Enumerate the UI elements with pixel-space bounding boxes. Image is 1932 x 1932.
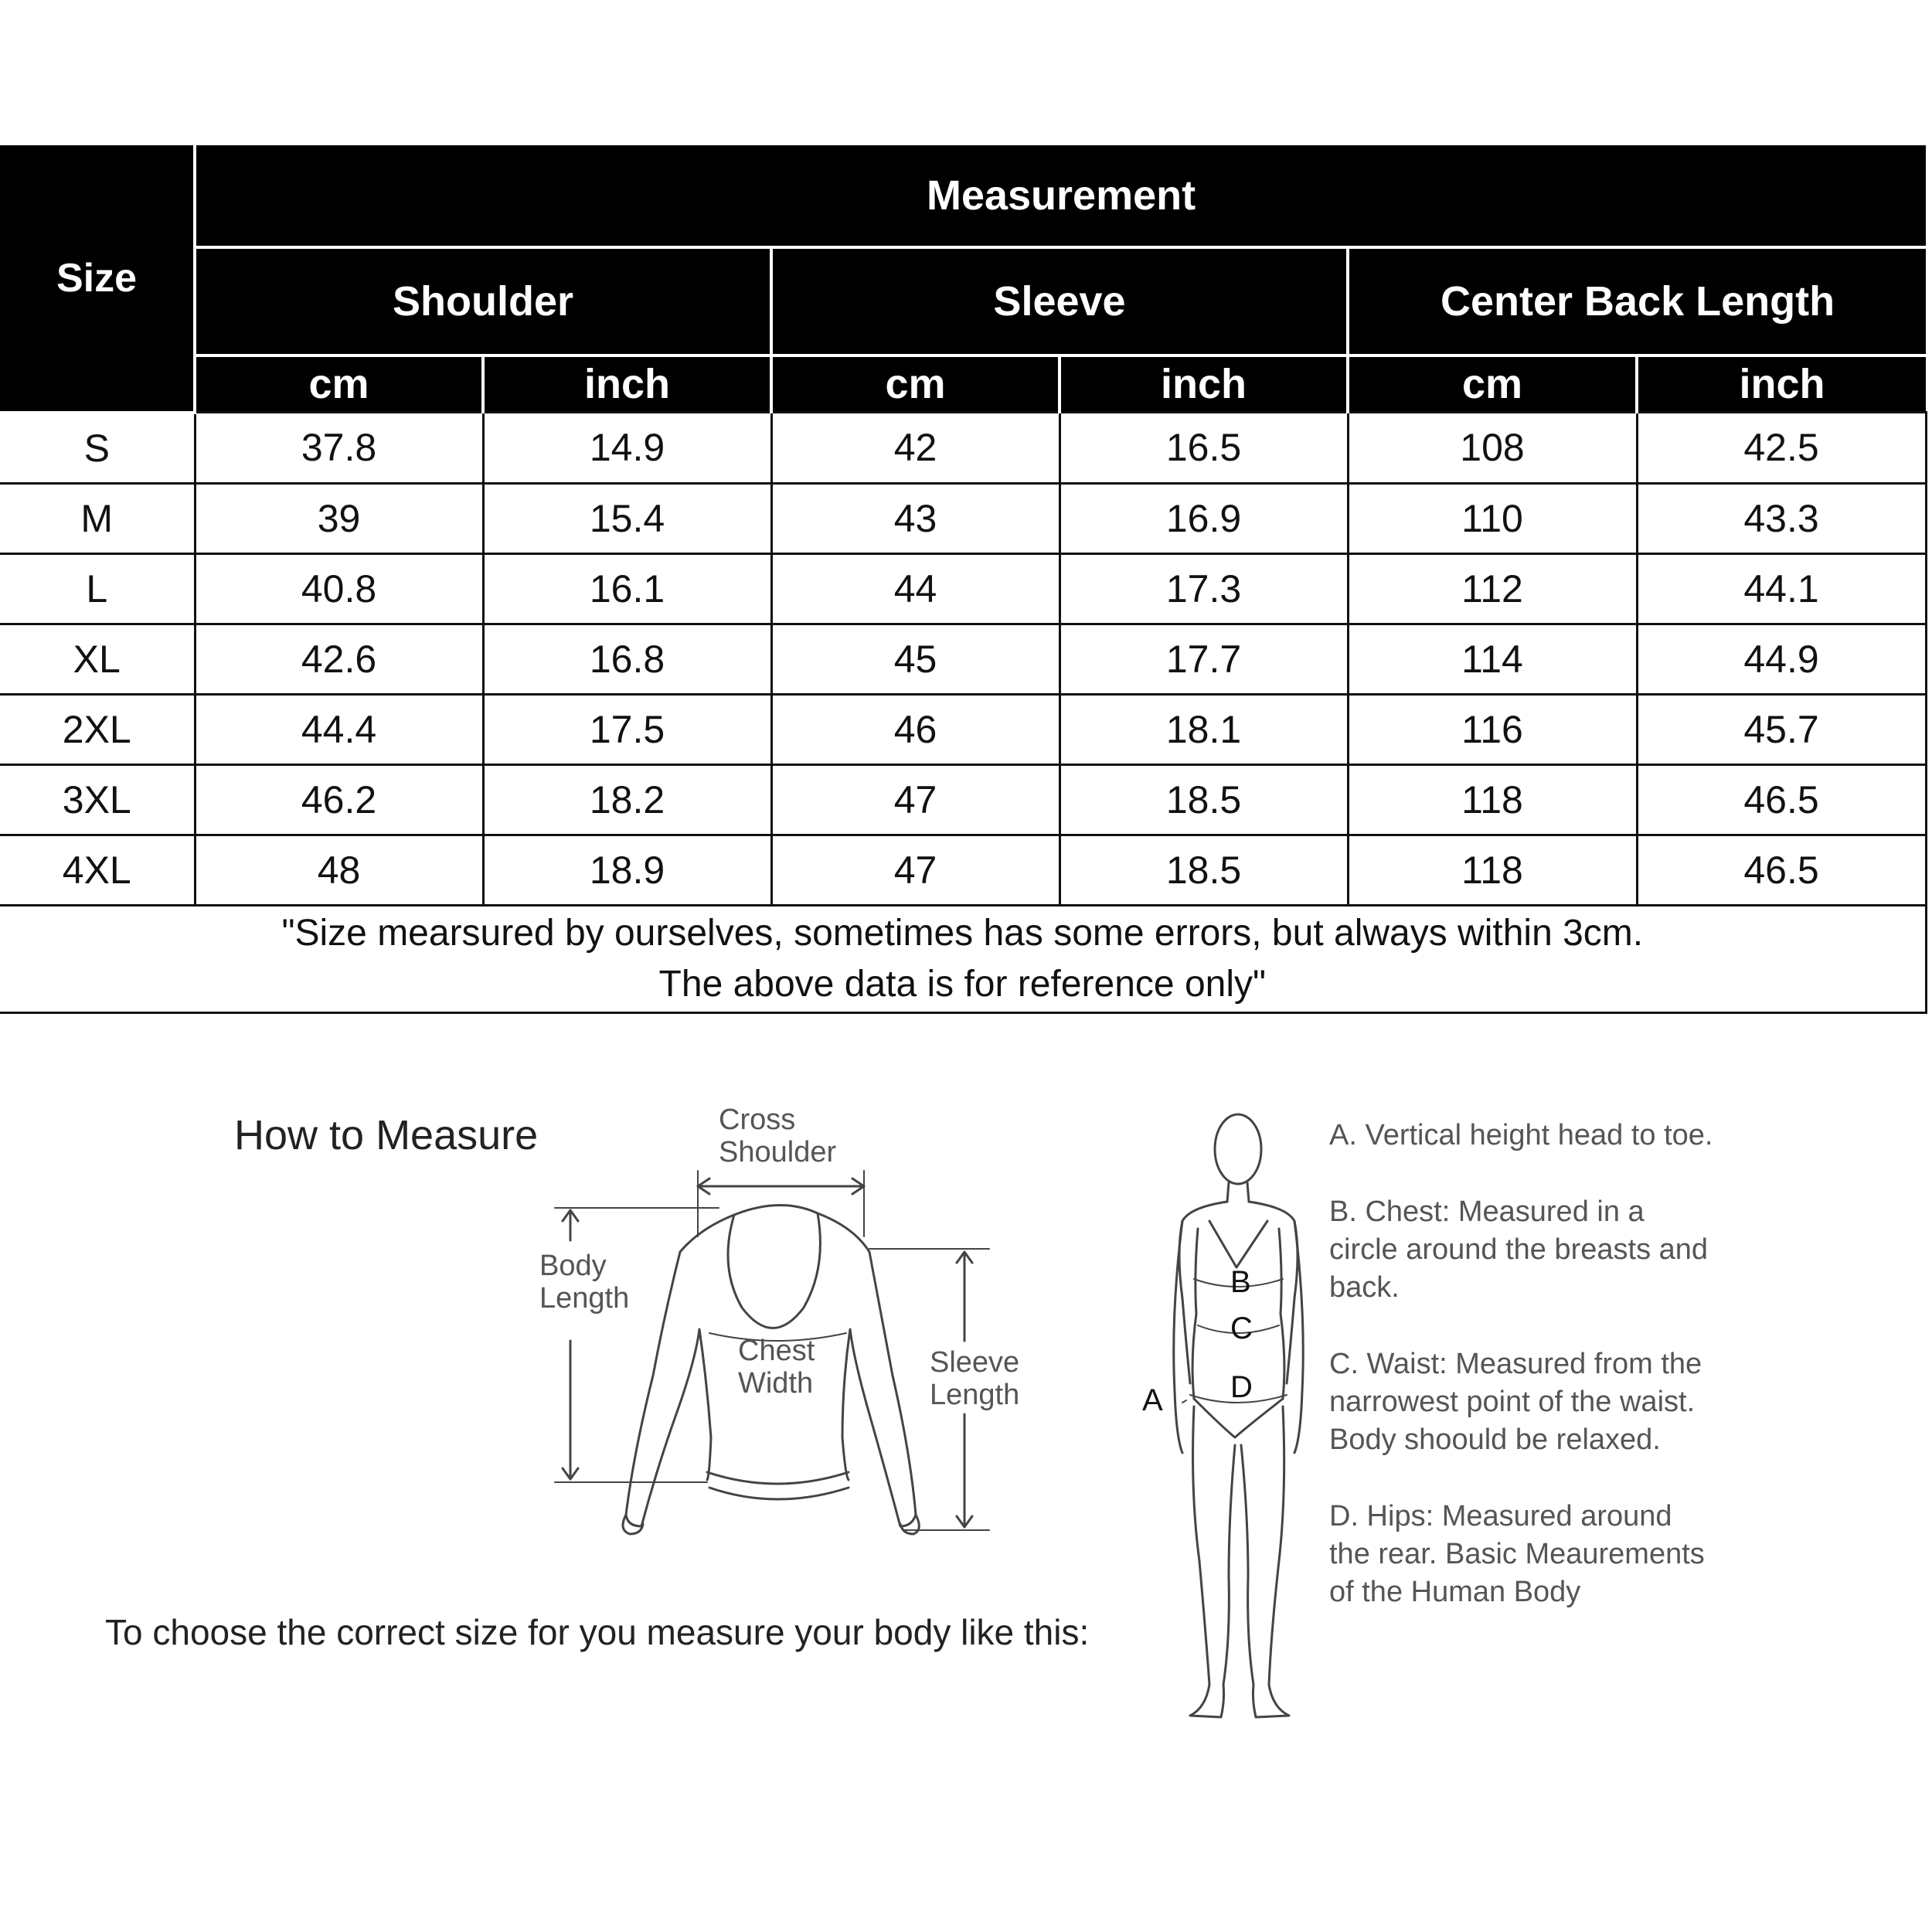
table-cell: 16.9 (1060, 483, 1348, 553)
note-hips: D. Hips: Measured around the rear. Basic Meaurements of the Human Body (1329, 1500, 1705, 1608)
measurement-notes (1329, 1117, 1716, 1650)
size-cell: 4XL (0, 835, 195, 905)
table-cell: 43.3 (1637, 483, 1926, 553)
table-cell: 112 (1348, 553, 1637, 624)
unit-header: inch (1060, 355, 1348, 413)
cross-shoulder-arrow (698, 1171, 864, 1236)
table-cell: 46.5 (1637, 835, 1926, 905)
table-cell: 16.1 (483, 553, 771, 624)
measurement-header: Measurement (195, 145, 1926, 247)
table-cell: 16.5 (1060, 413, 1348, 484)
size-cell: S (0, 413, 195, 484)
table-cell: 47 (771, 835, 1060, 905)
table-cell: 18.9 (483, 835, 771, 905)
table-cell: 45.7 (1637, 694, 1926, 764)
table-cell: 42 (771, 413, 1060, 484)
table-cell: 18.5 (1060, 764, 1348, 835)
table-cell: 42.5 (1637, 413, 1926, 484)
label-line: Cross (719, 1104, 796, 1136)
table-cell: 44.1 (1637, 553, 1926, 624)
choose-size-instruction: To choose the correct size for you measure your body like this: (105, 1612, 1090, 1652)
cross-shoulder-label (719, 1104, 836, 1168)
table-cell: 118 (1348, 764, 1637, 835)
label-line: Body (539, 1250, 607, 1282)
table-cell: 110 (1348, 483, 1637, 553)
shoulder-header: Shoulder (195, 247, 771, 355)
table-cell: 37.8 (195, 413, 483, 484)
label-line: Shoulder (719, 1136, 837, 1168)
table-cell: 15.4 (483, 483, 771, 553)
table-cell: 16.8 (483, 624, 771, 694)
table-cell: 46.5 (1637, 764, 1926, 835)
table-cell: 18.5 (1060, 835, 1348, 905)
size-header: Size (0, 145, 195, 413)
table-cell: 114 (1348, 624, 1637, 694)
label-line: Length (539, 1282, 630, 1315)
table-cell: 39 (195, 483, 483, 553)
size-cell: 2XL (0, 694, 195, 764)
size-cell: M (0, 483, 195, 553)
size-cell: 3XL (0, 764, 195, 835)
size-cell: L (0, 553, 195, 624)
table-cell: 14.9 (483, 413, 771, 484)
table-cell: 44.4 (195, 694, 483, 764)
chest-width-label (738, 1335, 815, 1400)
sleeve-header: Sleeve (771, 247, 1348, 355)
unit-header: cm (771, 355, 1060, 413)
unit-header: inch (1637, 355, 1926, 413)
label-line: Sleeve (930, 1346, 1020, 1379)
sleeve-length-label (930, 1346, 1019, 1411)
table-cell: 46.2 (195, 764, 483, 835)
unit-header: cm (1348, 355, 1637, 413)
how-to-measure-title: How to Measure (234, 1112, 539, 1158)
body-letter-b: B (1230, 1265, 1251, 1299)
table-cell: 40.8 (195, 553, 483, 624)
label-line: Chest (738, 1335, 815, 1367)
table-cell: 17.7 (1060, 624, 1348, 694)
body-letter-c: C (1230, 1311, 1253, 1345)
unit-header: cm (195, 355, 483, 413)
footnote-line: "Size mearsured by ourselves, sometimes has some errors, but always within 3cm. (281, 912, 1644, 954)
body-letter-d: D (1230, 1370, 1253, 1404)
note-waist: C. Waist: Measured from the narrowest point of the waist. Body shoould be relaxed. (1329, 1348, 1702, 1456)
table-cell: 17.3 (1060, 553, 1348, 624)
body-letter-a: A (1142, 1383, 1163, 1417)
table-cell: 48 (195, 835, 483, 905)
table-cell: 43 (771, 483, 1060, 553)
label-line: Width (738, 1367, 814, 1400)
table-cell: 44 (771, 553, 1060, 624)
table-cell: 18.2 (483, 764, 771, 835)
label-line: Length (930, 1379, 1020, 1411)
table-cell: 42.6 (195, 624, 483, 694)
table-cell: 44.9 (1637, 624, 1926, 694)
body-length-label (539, 1250, 629, 1315)
note-chest: B. Chest: Measured in a circle around the breasts and back. (1329, 1196, 1709, 1304)
table-cell: 46 (771, 694, 1060, 764)
size-cell: XL (0, 624, 195, 694)
table-cell: 45 (771, 624, 1060, 694)
table-cell: 47 (771, 764, 1060, 835)
table-cell: 18.1 (1060, 694, 1348, 764)
unit-header: inch (483, 355, 771, 413)
table-cell: 108 (1348, 413, 1637, 484)
table-cell: 116 (1348, 694, 1637, 764)
human-body-illustration (1174, 1114, 1304, 1717)
center-back-length-header: Center Back Length (1348, 247, 1926, 355)
table-cell: 17.5 (483, 694, 771, 764)
note-vertical-height: A. Vertical height head to toe. (1329, 1119, 1713, 1151)
table-cell: 118 (1348, 835, 1637, 905)
footnote-line: The above data is for reference only" (658, 963, 1267, 1005)
